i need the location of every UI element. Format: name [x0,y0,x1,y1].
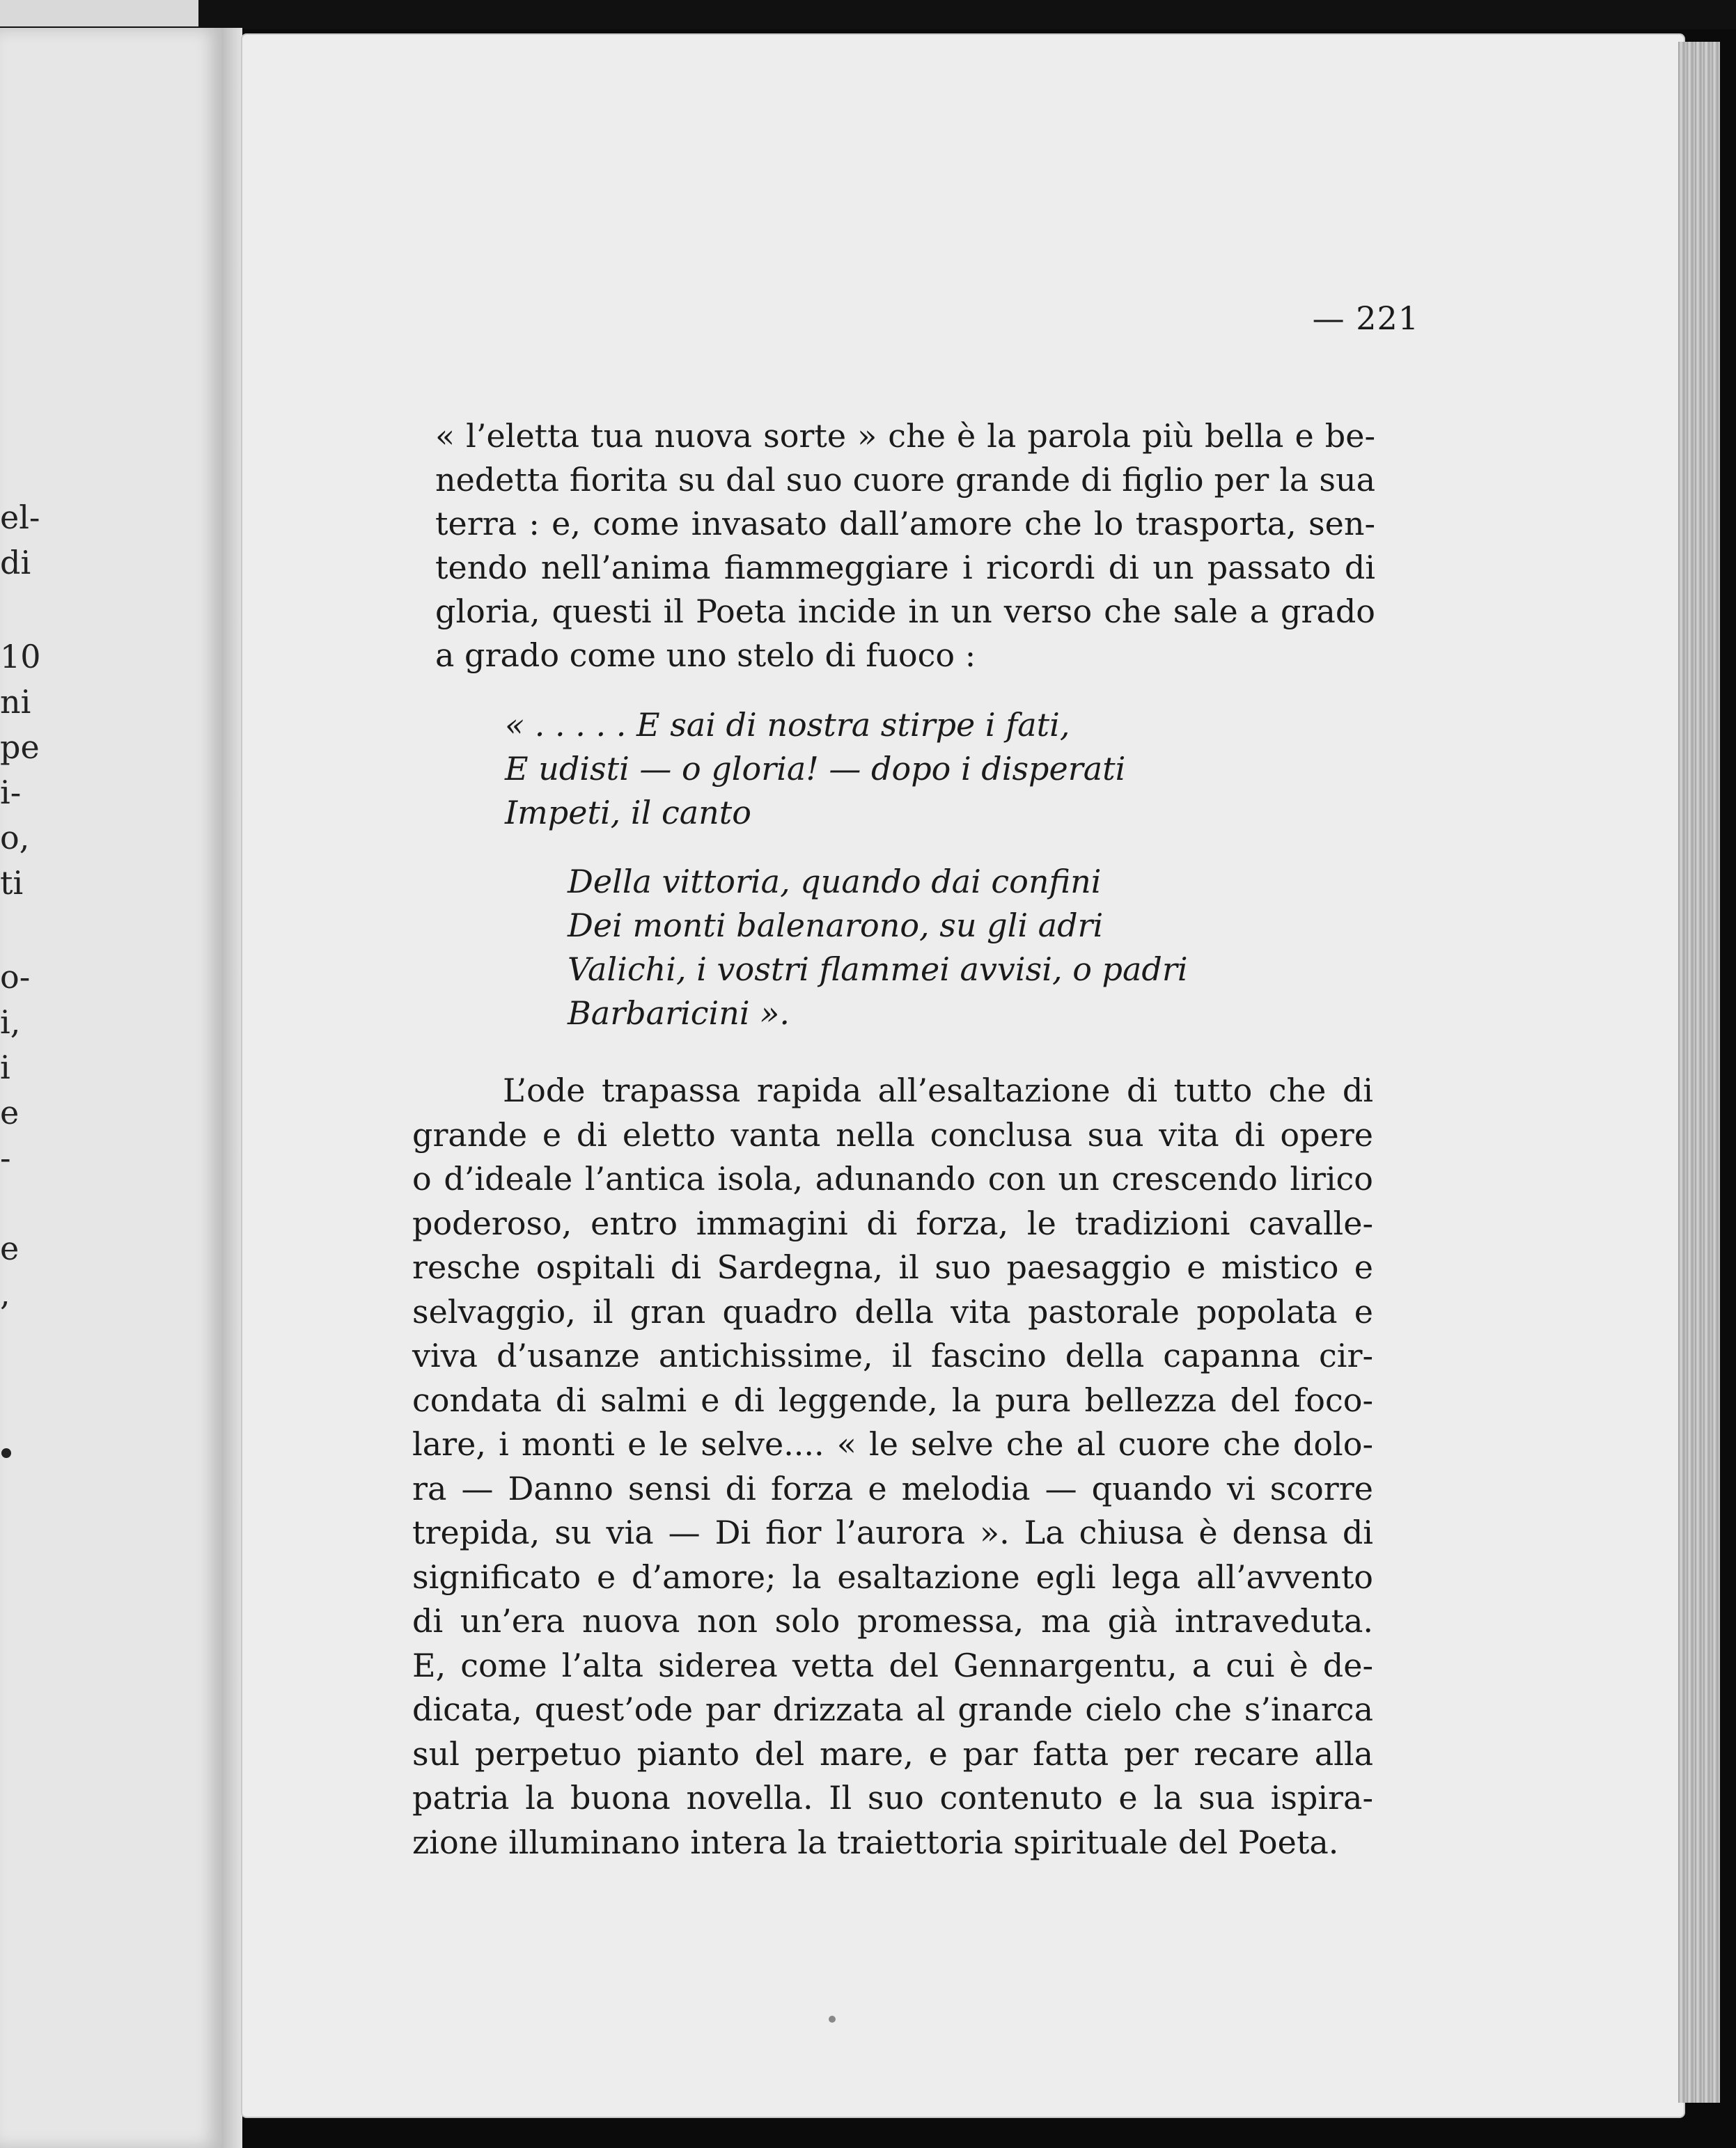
text-line: significato e d’amore; la esaltazione egli lega all’avvento [412,1558,1373,1596]
page-number: — 221 [1312,299,1419,337]
text-line: dicata, quest’ode par drizzata al grande cielo che s’inarca [412,1691,1373,1728]
left-page-fragment: e [0,1094,19,1131]
left-page-fragment: , [0,1275,10,1312]
verse-line: Barbaricini ». [568,994,790,1032]
verse-line: Impeti, il canto [505,794,751,831]
text-line: resche ospitali di Sardegna, il suo paesaggio e mistico e [412,1248,1373,1286]
text-line: gloria, questi il Poeta incide in un verso che sale a grado [435,593,1375,630]
text-line: « l’eletta tua nuova sorte » che è la parola più bella e be- [435,417,1375,455]
left-page-fragment: di [0,544,31,581]
left-page-fragment: o, [0,819,30,856]
left-page-fragment: i, [0,1003,21,1041]
paper-speck [829,2016,836,2023]
left-page-fragment: e [0,1230,19,1267]
text-line: viva d’usanze antichissime, il fascino della capanna cir- [412,1337,1373,1374]
text-line: patria la buona novella. Il suo contenuto e la sua ispira- [412,1779,1373,1817]
text-line: tendo nell’anima fiammeggiare i ricordi di un passato di [435,549,1375,586]
text-line: E, come l’alta siderea vetta del Gennargentu, a cui è de- [412,1646,1373,1684]
book-top-edge [0,0,1736,29]
text-line: trepida, su via — Di fior l’aurora ». La chiusa è densa di [412,1514,1373,1551]
paragraph-intro [435,414,1375,677]
text-line: ra — Danno sensi di forza e melodia — quando vi scorre [412,1469,1373,1507]
left-page-fragment: el- [0,499,40,536]
text-line: zione illuminano intera la traiettoria spirituale del Poeta. [412,1823,1339,1861]
page-edge-stack [1678,42,1720,2103]
paragraph-ode [412,1069,1373,1865]
text-line: lare, i monti e le selve.... « le selve che al cuore che dolo- [412,1425,1373,1463]
left-page-fragment: pe [0,728,40,766]
text-line: di un’era nuova non solo promessa, ma già intraveduta. [412,1602,1373,1640]
book-gutter [221,28,242,2148]
text-line: o d’ideale l’antica isola, adunando con un crescendo lirico [412,1160,1373,1198]
text-line: sul perpetuo pianto del mare, e par fatta per recare alla [412,1734,1373,1773]
verse-stanza-2 [568,860,1188,1035]
text-line: terra : e, come invasato dall’amore che lo trasporta, sen- [435,505,1375,542]
verse-line: « . . . . . E sai di nostra stirpe i fati, [505,706,1070,744]
left-page-fragment: i [0,1049,10,1086]
previous-page-strip [0,28,221,2148]
left-page-fragment: 10 [0,638,41,675]
verse-line: E udisti — o gloria! — dopo i disperati [505,750,1126,787]
left-page-top-edge [0,0,198,26]
text-line: condata di salmi e di leggende, la pura bellezza del foco- [412,1381,1373,1419]
left-page-ink-dot [1,1448,11,1458]
left-page-fragment: ni [0,683,31,721]
text-line: grande e di eletto vanta nella conclusa sua vita di opere [412,1115,1373,1154]
text-line: L’ode trapassa rapida all’esaltazione di tutto che di [503,1072,1373,1109]
verse-line: Della vittoria, quando dai confini [568,863,1102,900]
verse-line: Dei monti balenarono, su gli adri [568,907,1104,944]
text-line: nedetta fiorita su dal suo cuore grande di figlio per la sua [435,461,1375,499]
verse-stanza-1 [505,703,1125,835]
left-page-fragment: i- [0,774,22,811]
verse-line: Valichi, i vostri flammei avvisi, o padri [568,950,1188,988]
text-line: poderoso, entro immagini di forza, le tradizioni cavalle- [412,1204,1373,1242]
left-page-fragment: o- [0,958,31,996]
left-page-fragment: ti [0,864,24,902]
text-line: selvaggio, il gran quadro della vita pastorale popolata e [412,1292,1373,1331]
left-page-fragment: - [0,1139,11,1177]
text-line: a grado come uno stelo di fuoco : [435,636,976,674]
